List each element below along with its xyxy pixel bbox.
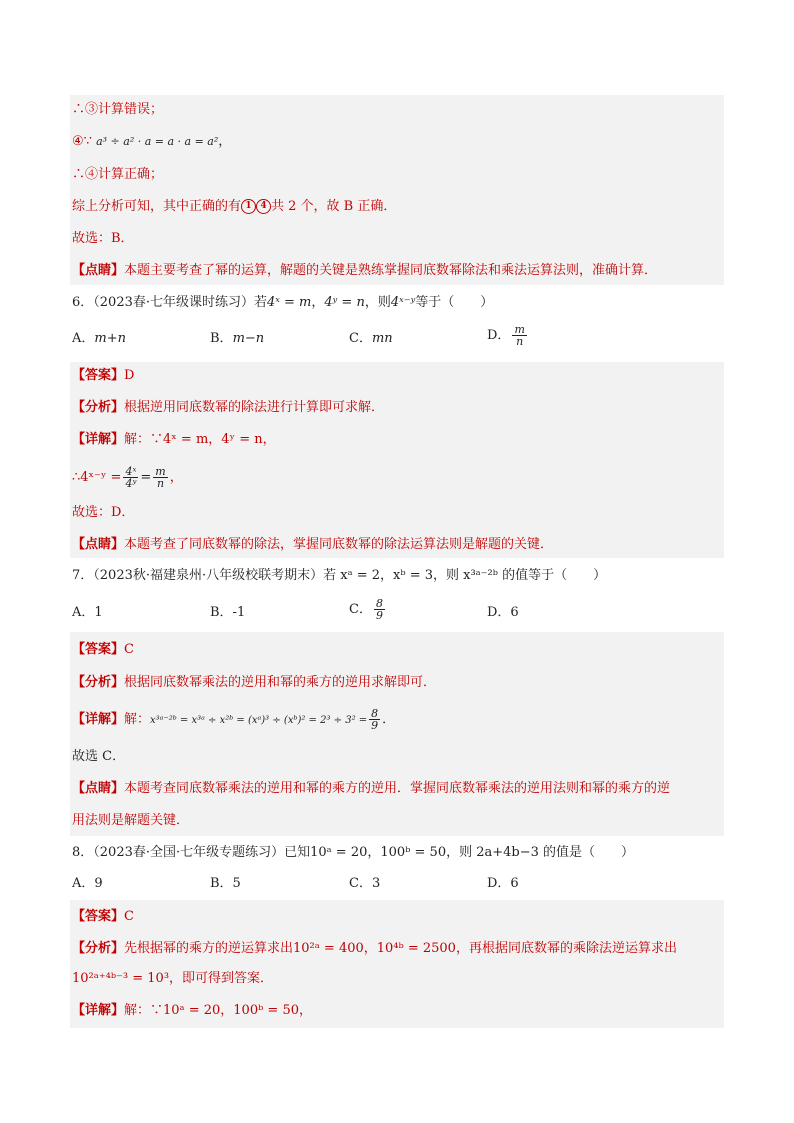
q8-analysis-text-1: 先根据幂的乘方的逆运算求出10²ᵃ = 400，10⁴ᵇ = 2500，再根据同底数幂的乘除法逆运算求出 [124,941,677,956]
prev-line-2-prefix: ④∵ [72,134,92,149]
q7-answer [70,641,724,659]
q6-analysis-tag: 【分析】 [72,400,125,415]
q7-detail-den: 9 [371,719,379,732]
q7-analysis-tag: 【分析】 [72,675,125,690]
q6-tip [70,536,724,554]
q7-option-c-num: 8 [375,597,383,610]
q7-analysis [70,674,724,692]
q6-answer [70,367,724,385]
q6-tip-tag: 【点睛】 [72,537,125,552]
prev-line-5: 故选：B． [72,231,134,246]
q6-option-d-fraction [512,324,526,347]
q8-option-d: D．6 [487,876,519,891]
q7-option-c [349,598,387,621]
prev-line-2: ④∵ a³ ÷ a² · a = a · a = a²， [72,134,232,149]
q6-frac-2-num: m [155,465,166,478]
q6-option-b [210,330,264,348]
circled-four-icon: 4 [256,199,271,214]
q6-option-c-label: C． [349,331,372,346]
prev-line-4 [70,198,724,216]
q7-tip-tag: 【点睛】 [72,781,125,796]
q6-solution-band [70,362,724,558]
q6-answer-value: D [124,368,135,383]
q7-tip-2: 用法则是解题关键． [72,813,190,828]
q7-option-c-label: C． [349,602,372,617]
q6-answer-tag: 【答案】 [72,368,125,383]
q8-detail [70,1002,724,1020]
q7-answer-tag: 【答案】 [72,642,125,657]
q6-option-d-num: m [514,323,525,336]
q7-detail-tag: 【详解】 [72,712,125,727]
q7-choose: 故选 C． [72,749,126,764]
prev-solution-band [70,95,724,285]
prev-tip-tag: 【点睛】 [72,263,125,278]
q8-option-c: C．3 [349,876,381,891]
q6-detail-2-frac-1 [123,466,138,489]
q6-option-c [349,330,393,348]
q7-detail-text: 解： [124,712,151,727]
q6-stem-c: 等于（ ） [415,295,494,310]
q6-option-c-value: mn [371,331,393,346]
q8-analysis-1 [70,940,724,958]
q7-tip-1 [70,780,724,798]
q6-detail-2: ∴4ˣ⁻ʸ = $\frac{\text{4ˣ}}{\text{4ʸ}}$ = $\frac{m}{n}$ ， [72,465,183,490]
q6-stem-a: 6．（2023春·七年级课时练习）若 [72,295,267,310]
q6-tip-text: 本题考查了同底数幂的除法，掌握同底数幂的除法运算法则是解题的关键． [124,537,554,552]
prev-line-4-a: 综上分析可知，其中正确的有 [72,199,242,214]
q6-stem-m2: 4ʸ = n [324,295,365,310]
q7-option-b: B．-1 [210,605,246,620]
q6-stem: 6．（2023春·七年级课时练习）若4ˣ = m，4ʸ = n，则4ˣ⁻ʸ等于（ ） [72,295,494,310]
q7-option-c-fraction [374,598,385,621]
q6-analysis [70,399,724,417]
q6-frac-2-den: n [156,477,165,490]
q7-answer-value: C [124,642,134,657]
q8-option-a: A．9 [72,876,103,891]
q7-tip-text-1: 本题考查同底数幂乘法的逆用和幂的乘方的逆用．掌握同底数幂乘法的逆用法则和幂的乘方的逆 [124,781,671,796]
q8-stem: 8．（2023春·全国·七年级专题练习）已知10ᵃ = 20，100ᵇ = 50，则 2a+4b−3 的值是（ ） [72,845,635,860]
q8-option-b: B．5 [210,876,241,891]
q6-option-b-value: m−n [232,331,265,346]
q6-option-d-label: D． [487,328,511,343]
q6-analysis-text: 根据逆用同底数幂的除法进行计算即可求解． [124,400,385,415]
q6-stem-b: ，则 [364,295,391,310]
q8-answer [70,908,724,926]
q8-analysis-2: 10²ᵃ⁺⁴ᵇ⁻³ = 10³，即可得到答案． [72,971,274,986]
q6-option-d-den: n [516,335,524,348]
q6-detail-2-text: ∴4ˣ⁻ʸ = [72,470,122,485]
q6-detail-text: 解：∵4ˣ = m，4ʸ = n， [124,432,276,447]
q8-answer-tag: 【答案】 [72,909,125,924]
prev-line-1: ∴③计算错误； [72,102,164,117]
q7-option-d: D．6 [487,605,519,620]
circled-one-icon: 1 [241,199,256,214]
q6-option-a-value: m+n [94,331,126,346]
q6-option-a [72,330,126,348]
q6-choose: 故选：D． [72,505,135,520]
q8-analysis-tag: 【分析】 [72,941,125,956]
q6-stem-m1: 4ˣ = m [267,295,312,310]
q6-frac-1-num: 4ˣ [123,466,138,478]
q7-option-c-den: 9 [375,609,383,622]
prev-line-3: ∴④计算正确； [72,167,164,182]
q6-detail-tag: 【详解】 [72,432,125,447]
q6-frac-1-den: 4ʸ [125,477,137,490]
prev-line-6 [70,262,724,280]
q7-option-a: A．1 [72,605,103,620]
q6-detail [70,431,724,449]
q7-detail-num: 8 [371,707,379,720]
q7-analysis-text: 根据同底数幂乘法的逆用和幂的乘方的逆用求解即可． [124,675,437,690]
q8-answer-value: C [124,909,134,924]
q6-option-a-label: A． [72,331,95,346]
q7-detail: 【详解】解：x³ᵃ⁻²ᵇ = x³ᵃ ÷ x²ᵇ = (xᵃ)³ ÷ (xᵇ)² = 2³ ÷ 3² = $\frac{8}{9}$ ． [72,707,396,732]
q6-option-b-label: B． [210,331,233,346]
q6-option-d [487,324,529,347]
prev-line-4-b: 共 2 个，故 B 正确． [271,199,397,214]
q6-detail-2-frac-2 [153,466,167,489]
prev-line-2-math: a³ ÷ a² · a = a · a = a² [96,135,219,148]
q7-detail-fraction [369,708,380,731]
q7-detail-math: x³ᵃ⁻²ᵇ = x³ᵃ ÷ x²ᵇ = (xᵃ)³ ÷ (xᵇ)² = 2³ ÷ 3² = [150,715,368,726]
q7-stem: 7．（2023秋·福建泉州·八年级校联考期末）若 xᵃ = 2，xᵇ = 3，则 x³ᵃ⁻²ᵇ 的值等于（ ） [72,568,607,583]
q8-detail-text: 解：∵10ᵃ = 20，100ᵇ = 50， [124,1003,312,1018]
q8-detail-tag: 【详解】 [72,1003,125,1018]
prev-tip-text: 本题主要考查了幂的运算，解题的关键是熟练掌握同底数幂除法和乘法运算法则，准确计算． [124,263,658,278]
q6-stem-m3: 4ˣ⁻ʸ [390,295,416,310]
